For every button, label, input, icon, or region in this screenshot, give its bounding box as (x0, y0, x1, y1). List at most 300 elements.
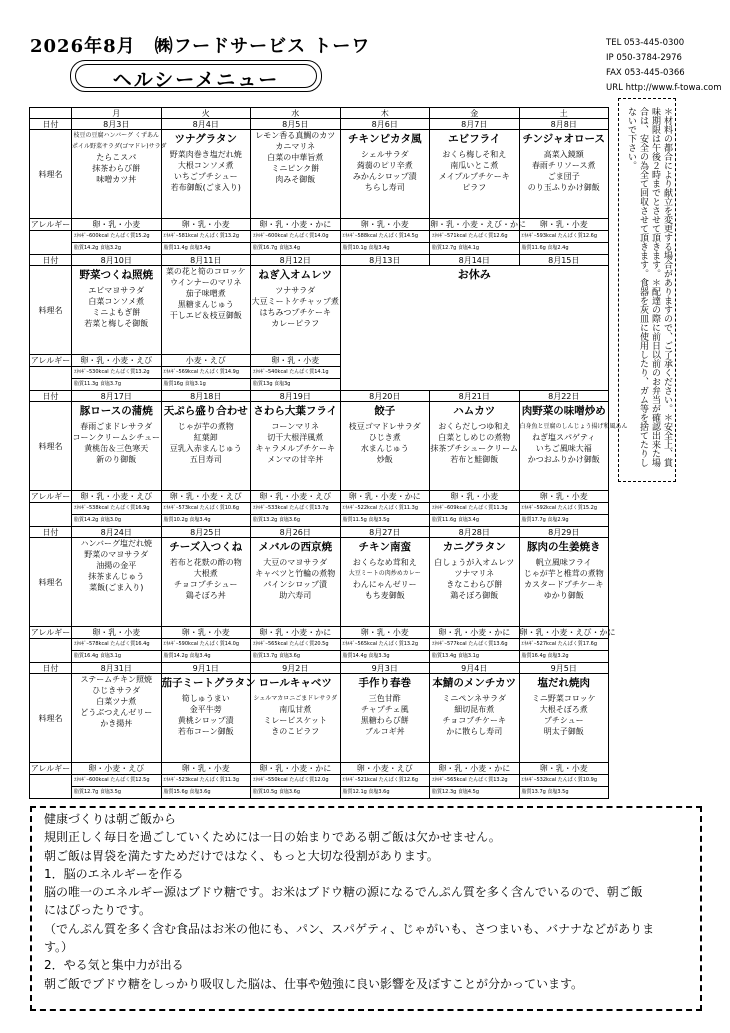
side-dish: かに散らし寿司 (446, 727, 503, 736)
dishes-label: 料理名 (30, 538, 72, 627)
allergy-cell: 卵・乳・小麦 (72, 627, 162, 639)
main-dish: エビフライ (448, 133, 501, 145)
allergy-cell: 卵・乳・小麦・かに (251, 219, 341, 231)
weekday-header: 水 (251, 108, 341, 119)
side-dish: キャベツと竹輪の煮物 (255, 569, 336, 578)
dishes-cell (430, 538, 520, 627)
dishes-cell (72, 674, 162, 763)
nutrition-cell (72, 503, 162, 527)
side-dish: 明太子御飯 (543, 727, 584, 736)
main-dish: チキンピカタ風 (348, 133, 422, 145)
side-dish: 五目寿司 (189, 455, 222, 464)
side-dish: 帆立風味フライ (535, 558, 592, 567)
side-dish: カスタードプチケーキ (524, 580, 604, 589)
side-dish: ミニよもぎ餅 (92, 308, 141, 317)
allergy-cell: 卵・乳・小麦・えび (251, 491, 341, 503)
side-dish: のり玉ふりかけ御飯 (527, 183, 600, 192)
date-cell: 8月12日 (251, 255, 341, 266)
nutrition-energy: ｴﾈﾙｷﾞｰ609kcal たんぱく質11.3g (430, 503, 519, 515)
nutrition-energy: ｴﾈﾙｷﾞｰ527kcal たんぱく質17.6g (520, 639, 609, 651)
nutrition-fat-salt: 脂質10.1g 食塩3.4g (342, 245, 390, 251)
main-dish: 野菜つくね照焼 (79, 269, 153, 281)
nutrition-cell (430, 503, 520, 527)
side-dish: 鶏そぼろ御飯 (450, 591, 499, 600)
side-dish: みかんシロップ漬 (352, 172, 417, 181)
side-dish: ピラフ (462, 183, 487, 192)
side-dish: 菜飯(ごま入り) (89, 583, 144, 592)
nutrition-cell (340, 503, 430, 527)
nutrition-fat-salt: 脂質10.5g 食塩3.6g (253, 789, 301, 795)
date-cell: 8月5日 (251, 119, 341, 130)
side-dish: シェルマカロニごまドレサラダ (253, 695, 338, 702)
allergy-cell: 卵・乳・小麦・かに (251, 627, 341, 639)
dishes-cell (519, 402, 628, 491)
side-dish: じゃが芋の煮物 (177, 422, 234, 431)
date-cell: 8月17日 (72, 391, 162, 402)
nutrition-fat-salt: 脂質11.4g 食塩3.4g (163, 245, 211, 251)
allergy-cell: 卵・乳・小麦 (72, 219, 162, 231)
nutrition-energy: ｴﾈﾙｷﾞｰ530kcal たんぱく質13.2g (72, 367, 161, 379)
nutrition-cell (519, 775, 609, 799)
dishes-cell (251, 674, 341, 763)
dishes-cell (72, 130, 167, 219)
weekday-header: 金 (430, 108, 520, 119)
date-label: 日付 (30, 527, 72, 538)
allergy-cell: 卵・乳・小麦・えび・かに (430, 219, 526, 229)
dishes-cell (519, 130, 609, 219)
article-line: 規則正しく毎日を過ごしていくためには一日の始まりである朝ご飯は欠かせません。 (44, 830, 501, 845)
main-dish: ツナグラタン (174, 133, 237, 145)
nutrition-energy: ｴﾈﾙｷﾞｰ532kcal たんぱく質10.9g (520, 775, 609, 787)
side-dish: 白菜コンソメ煮 (88, 297, 145, 306)
dishes-cell (430, 674, 520, 763)
dishes-cell (340, 402, 430, 491)
allergy-cell: 卵・乳・小麦 (430, 491, 520, 503)
side-dish: ブルコギ丼 (364, 727, 405, 736)
nutrition-energy: ｴﾈﾙｷﾞｰ600kcal たんぱく質12.5g (72, 775, 161, 787)
allergy-cell: 卵・乳・小麦 (340, 627, 430, 639)
date-cell: 8月29日 (519, 527, 609, 538)
side-dish: 筍しゅうまい (181, 694, 230, 703)
nutrition-energy: ｴﾈﾙｷﾞｰ565kcal たんぱく質13.2g (341, 639, 430, 651)
dishes-label: 料理名 (30, 402, 72, 491)
side-dish: カニマリネ (275, 142, 316, 151)
nutrition-energy: ｴﾈﾙｷﾞｰ533kcal たんぱく質13.7g (251, 503, 340, 515)
nutrition-fat-salt: 脂質14.2g 食塩3.2g (74, 245, 122, 251)
nutrition-cell (519, 503, 609, 527)
article-text (44, 810, 694, 993)
dishes-cell (340, 674, 430, 763)
side-dish: 水まんじゅう (360, 444, 409, 453)
nutrition-label (30, 231, 72, 255)
side-dish: 大根そぼろ煮 (539, 705, 588, 714)
nutrition-fat-salt: 脂質13g 食塩3g (253, 381, 291, 387)
main-dish: チーズ入つくね (169, 541, 243, 553)
dishes-cell (161, 130, 251, 219)
side-dish: 黒糖まんじゅう (177, 300, 234, 309)
dishes-cell (519, 674, 609, 763)
date-cell: 8月28日 (430, 527, 520, 538)
date-cell: 8月3日 (72, 119, 162, 130)
date-cell: 8月7日 (430, 119, 520, 130)
date-cell: 9月3日 (340, 663, 430, 674)
side-dish: ミニピンク餅 (271, 164, 320, 173)
side-dish: どうぶつえんゼリー (80, 708, 153, 717)
dishes-row (30, 402, 609, 491)
nutrition-cell (430, 231, 520, 255)
allergy-row (30, 491, 609, 503)
nutrition-cell (161, 775, 251, 799)
dishes-cell (72, 538, 162, 627)
dishes-label: 料理名 (30, 130, 72, 219)
side-dish: 若布と花麩の酢の物 (169, 558, 242, 567)
nutrition-row (30, 639, 609, 663)
main-dish: 天ぷら盛り合わせ (163, 405, 248, 417)
article-line: 2．やる気と集中力が出る (44, 958, 184, 973)
allergy-cell: 卵・乳・小麦 (519, 491, 609, 503)
side-dish: 鶏そぼろ丼 (185, 591, 226, 600)
nutrition-cell (161, 503, 251, 527)
nutrition-fat-salt: 脂質13.4g 食塩3.1g (432, 653, 480, 659)
allergy-label: アレルギー (30, 763, 71, 773)
allergy-row (30, 627, 609, 639)
side-dish: かつおふりかけ御飯 (527, 455, 600, 464)
side-dish: きなこわらび餅 (446, 580, 503, 589)
side-dish: 野菜のマヨサラダ (84, 550, 149, 559)
dishes-row (30, 266, 609, 355)
side-dish: 細切昆布煮 (454, 705, 495, 714)
nutrition-energy: ｴﾈﾙｷﾞｰ588kcal たんぱく質14.5g (341, 231, 430, 243)
side-dish: 菜の花と筍のコロッケ (165, 267, 246, 276)
dishes-cell (251, 538, 341, 627)
weekday-row (30, 108, 609, 119)
side-dish: ツナサラダ (275, 286, 316, 295)
nutrition-cell (251, 639, 341, 663)
weekday-header: 土 (519, 108, 609, 119)
side-dish: チャプチェ風 (360, 705, 409, 714)
date-row (30, 527, 609, 538)
nutrition-fat-salt: 脂質16g 食塩3.1g (163, 381, 206, 387)
allergy-row (30, 219, 609, 231)
allergy-cell: 卵・乳・小麦・えび (72, 355, 162, 367)
date-cell: 8月10日 (72, 255, 162, 266)
main-dish: 肉野菜の味噌炒め (521, 405, 606, 417)
main-dish: メバルの西京焼 (258, 541, 332, 553)
side-dish: 干しエビ＆枝豆御飯 (169, 311, 242, 320)
dishes-cell (161, 538, 251, 627)
nutrition-cell (340, 775, 430, 799)
article-line: 健康づくりは朝ご飯から (44, 812, 177, 826)
date-cell: 9月4日 (430, 663, 520, 674)
side-dish: 油揚の金平 (96, 561, 137, 570)
nutrition-cell (519, 231, 609, 255)
nutrition-fat-salt: 脂質13.2g 食塩3.6g (253, 517, 301, 523)
date-label: 日付 (30, 119, 72, 130)
allergy-cell: 小麦・えび (161, 355, 251, 367)
nutrition-fat-salt: 脂質12.7g 食塩4.1g (432, 245, 480, 251)
side-dish: かき揚丼 (100, 719, 133, 728)
side-dish: エビマヨサラダ (88, 286, 145, 295)
nutrition-cell (72, 367, 162, 391)
date-cell: 8月19日 (251, 391, 341, 402)
side-dish: ハンバーグ塩だれ焼 (80, 539, 152, 548)
allergy-cell: 卵・乳・小麦・かに (251, 763, 341, 775)
nutrition-energy: ｴﾈﾙｷﾞｰ538kcal たんぱく質16.9g (72, 503, 161, 515)
side-dish: ミニ野菜コロッケ (531, 694, 596, 703)
dishes-cell (72, 402, 162, 491)
date-cell: 8月15日 (519, 255, 609, 266)
side-dish: コーンマリネ (271, 422, 320, 431)
allergy-row (30, 763, 609, 775)
side-dish: 高菜入鏡額 (543, 150, 584, 159)
side-dish: 白菜としめじの煮物 (438, 433, 511, 442)
nutrition-label (30, 367, 72, 391)
side-dish: ステームチキン照焼 (80, 675, 153, 684)
date-cell: 8月25日 (161, 527, 251, 538)
side-dish: 黄桃シロップ漬 (177, 716, 234, 725)
nutrition-energy: ｴﾈﾙｷﾞｰ590kcal たんぱく質14.0g (162, 639, 251, 651)
nutrition-energy: ｴﾈﾙｷﾞｰ577kcal たんぱく質13.6g (430, 639, 519, 651)
allergy-cell: 卵・乳・小麦・えび (72, 491, 162, 503)
nutrition-fat-salt: 脂質11.3g 食塩3.7g (74, 381, 122, 387)
notice-text: ＊材料の都合により献立を変更する場合がありますので、ご了承ください。＊安全上、賞味期限は午後２時までとさせて頂きます。＊配達の際に前日以前のお弁当が確認出来た場合は、安全の為全て回収させて頂きます。食器を灰皿に使用したり、ガム等を捨てたりしないで下さい。 (626, 107, 672, 467)
nutrition-label (30, 775, 72, 799)
date-cell: 8月26日 (251, 527, 341, 538)
nutrition-energy: ｴﾈﾙｷﾞｰ540kcal たんぱく質14.1g (251, 367, 340, 379)
allergy-cell: 卵・乳・小麦 (161, 763, 251, 775)
side-dish: 味噌カツ丼 (96, 175, 137, 184)
side-dish: レモン香る真鯛のカツ (255, 131, 336, 140)
contact-ip: IP 050-3784-2976 (606, 53, 682, 63)
side-dish: 黒糖わらび餅 (360, 716, 409, 725)
allergy-label: アレルギー (30, 491, 71, 501)
side-dish: 白菜の中華旨煮 (267, 153, 324, 162)
main-dish: 塩だれ焼肉 (537, 677, 590, 689)
side-dish: ミニペンネサラダ (442, 694, 507, 703)
side-dish: 若布コーン御飯 (177, 727, 234, 736)
article-line: す。） (44, 940, 74, 955)
side-dish: シェルサラダ (360, 150, 409, 159)
nutrition-energy: ｴﾈﾙｷﾞｰ593kcal たんぱく質12.6g (520, 231, 609, 243)
side-dish: 蒟蒻のピリ辛煮 (356, 161, 413, 170)
side-dish: はちみつプチケーキ (259, 308, 332, 317)
nutrition-fat-salt: 脂質11.6g 食塩2.4g (521, 245, 569, 251)
side-dish: コーンクリームシチュー (72, 433, 160, 442)
side-dish: キャラメルプチケーキ (255, 444, 335, 453)
article-line: （でんぷん質を多く含む食品はお米の他にも、パン、スパゲティ、じゃがいも、さつまいも、バナナなどがありま (44, 921, 655, 936)
side-dish: 黄桃缶＆三色寒天 (84, 444, 149, 453)
nutrition-fat-salt: 脂質12.3g 食塩4.5g (432, 789, 480, 795)
dishes-cell (161, 402, 251, 491)
allergy-label: アレルギー (30, 355, 71, 365)
side-dish: いちごプチシュー (173, 172, 238, 181)
nutrition-cell (340, 639, 430, 663)
date-row (30, 255, 609, 266)
nutrition-fat-salt: 脂質16.7g 食塩3.4g (253, 245, 301, 251)
allergy-cell: 卵・小麦・えび (72, 763, 162, 775)
date-label: 日付 (30, 391, 72, 402)
nutrition-energy: ｴﾈﾙｷﾞｰ523kcal たんぱく質11.3g (162, 775, 251, 787)
side-dish: 春雨ごまドレサラダ (80, 422, 153, 431)
nutrition-energy: ｴﾈﾙｷﾞｰ521kcal たんぱく質12.6g (341, 775, 430, 787)
date-cell: 8月22日 (519, 391, 609, 402)
dishes-cell (72, 266, 162, 355)
side-dish: プチシュー (543, 716, 584, 725)
weekday-header: 木 (340, 108, 430, 119)
date-cell: 8月27日 (340, 527, 430, 538)
nutrition-energy: ｴﾈﾙｷﾞｰ569kcal たんぱく質14.9g (162, 367, 251, 379)
nutrition-fat-salt: 脂質13.7g 食塩3.5g (521, 789, 569, 795)
nutrition-fat-salt: 脂質15.6g 食塩3.6g (163, 789, 211, 795)
nutrition-cell (72, 775, 162, 799)
side-dish: 白菜ツナ煮 (96, 697, 137, 706)
main-dish: 餃子 (374, 405, 396, 417)
article-line: にはぴったりです。 (44, 903, 152, 918)
nutrition-energy: ｴﾈﾙｷﾞｰ578kcal たんぱく質16.4g (72, 639, 161, 651)
nutrition-energy: ｴﾈﾙｷﾞｰ592kcal たんぱく質15.2g (520, 503, 609, 515)
dishes-cell (519, 538, 609, 627)
allergy-cell: 卵・乳・小麦・えび・かに (519, 627, 616, 637)
side-dish: 枝豆の豆腐ハンバーグ くずあん (73, 132, 159, 139)
nutrition-cell (519, 639, 609, 663)
main-dish: チンジャオロース (522, 133, 605, 145)
nutrition-fat-salt: 脂質12.7g 食塩3.5g (74, 789, 122, 795)
date-cell: 8月31日 (72, 663, 162, 674)
nutrition-cell (251, 231, 341, 255)
main-dish: さわら大葉フライ (253, 405, 338, 417)
nutrition-energy: ｴﾈﾙｷﾞｰ565kcal たんぱく質20.5g (251, 639, 340, 651)
side-dish: おくらだしつゆ和え (438, 422, 511, 431)
dishes-cell (430, 402, 520, 491)
side-dish: 新のり御飯 (96, 455, 137, 464)
nutrition-fat-salt: 脂質16.4g 食塩3.2g (521, 653, 569, 659)
corner-cell (30, 108, 72, 119)
side-dish: 大豆ミートの肉炒めカレー (348, 570, 421, 577)
dishes-cell (161, 674, 256, 763)
nutrition-energy: ｴﾈﾙｷﾞｰ550kcal たんぱく質12.0g (251, 775, 340, 787)
dishes-cell (161, 266, 251, 355)
nutrition-cell (430, 639, 520, 663)
banner-title: ヘルシーメニュー (112, 69, 280, 91)
main-dish: チキン南蛮 (358, 541, 411, 553)
side-dish: たらこスパ (96, 153, 137, 162)
side-dish: 白身魚と豆腐のしんじょう揚げ和風あん (519, 423, 628, 430)
health-article (30, 806, 702, 1011)
side-dish: チョコプチシュー (174, 580, 238, 589)
main-dish: ねぎ入オムレツ (258, 269, 332, 281)
dishes-cell (251, 402, 341, 491)
dishes-cell (251, 266, 341, 355)
side-dish: 若布御飯(ごま入り) (170, 183, 241, 192)
side-dish: 三色甘酢 (368, 694, 401, 703)
dishes-cell (340, 130, 430, 219)
allergy-cell: 卵・乳・小麦 (161, 627, 251, 639)
side-dish: メイプルプチケーキ (438, 172, 510, 181)
nutrition-fat-salt: 脂質11.5g 食塩3.5g (342, 517, 390, 523)
nutrition-fat-salt: 脂質10.2g 食塩3.4g (163, 517, 211, 523)
main-dish: 豚ロースの蒲焼 (79, 405, 153, 417)
dishes-row (30, 674, 609, 763)
side-dish: ツナマリネ (454, 569, 495, 578)
date-cell: 8月18日 (161, 391, 251, 402)
main-dish: ロールキャベツ (258, 677, 332, 689)
nutrition-cell (161, 367, 251, 391)
side-dish: わんにゃんゼリー (352, 580, 417, 589)
side-dish: 枝豆ゴマドレサラダ (348, 422, 421, 431)
nutrition-row (30, 775, 609, 799)
date-cell: 8月14日 (430, 255, 520, 266)
allergy-cell: 卵・小麦・えび (340, 763, 430, 775)
article-line: 脳の唯一のエネルギー源はブドウ糖です。お米はブドウ糖の源になるでんぷん質を多く含んでいるので、朝ご飯 (44, 885, 643, 900)
date-cell: 9月2日 (251, 663, 341, 674)
weekday-header: 月 (72, 108, 162, 119)
side-dish: チョコプチケーキ (442, 716, 506, 725)
side-dish: メンマの甘辛丼 (267, 455, 324, 464)
date-label: 日付 (30, 663, 72, 674)
allergy-cell: 卵・乳・小麦 (161, 219, 251, 231)
nutrition-fat-salt: 脂質14.2g 食塩3.4g (163, 653, 211, 659)
allergy-cell: 卵・乳・小麦・かに (430, 627, 520, 639)
allergy-cell: 卵・乳・小麦・かに (340, 491, 430, 503)
side-dish: 春雨チリソース煮 (531, 161, 596, 170)
nutrition-label (30, 503, 72, 527)
main-dish: 本鯖のメンチカツ (432, 677, 517, 689)
main-dish: ハムカツ (453, 405, 496, 417)
side-dish: 野菜肉巻き塩だれ焼 (169, 150, 242, 159)
contact-tel: TEL 053-445-0300 (606, 38, 685, 48)
side-dish: ちらし寿司 (364, 183, 405, 192)
date-cell: 9月1日 (161, 663, 251, 674)
weekday-header: 火 (161, 108, 251, 119)
side-dish: ねぎ塩スパゲティ (532, 433, 596, 442)
nutrition-row (30, 231, 609, 255)
nutrition-cell (251, 367, 341, 391)
date-label: 日付 (30, 255, 72, 266)
date-cell: 9月5日 (519, 663, 609, 674)
allergy-cell: 卵・乳・小麦・かに (430, 763, 520, 775)
date-cell: 8月24日 (72, 527, 162, 538)
date-cell: 8月6日 (340, 119, 430, 130)
menu-table (29, 107, 628, 799)
side-dish: ポイル野菜サラダ(ゴマドレ)サラダ (72, 143, 167, 150)
side-dish: 大根煮 (193, 569, 218, 578)
dishes-label: 料理名 (30, 674, 72, 763)
allergy-cell: 卵・乳・小麦 (519, 219, 609, 231)
nutrition-cell (161, 639, 251, 663)
nutrition-fat-salt: 脂質13.7g 食塩3.6g (253, 653, 301, 659)
side-dish: ひじきサラダ (92, 686, 141, 695)
allergy-cell: 卵・乳・小麦 (519, 763, 609, 775)
nutrition-label (30, 639, 72, 663)
main-dish: カニグラタン (442, 541, 506, 553)
side-dish: じゃが芋と椎茸の煮物 (523, 569, 604, 578)
nutrition-energy: ｴﾈﾙｷﾞｰ573kcal たんぱく質10.6g (162, 503, 251, 515)
side-dish: カレーピラフ (271, 319, 320, 328)
nutrition-cell (251, 775, 341, 799)
side-dish: 白しょうが入オムレツ (434, 558, 515, 567)
dishes-cell (430, 130, 520, 219)
side-dish: 大豆ミートケチャップ煮 (251, 297, 339, 306)
allergy-label: アレルギー (30, 219, 71, 229)
side-dish: おくら梅しそ和え (442, 150, 507, 159)
side-dish: ひじき煮 (368, 433, 401, 442)
side-dish: きのこピラフ (271, 727, 320, 736)
contact-info (606, 36, 722, 96)
side-dish: 抹茶わらび餅 (92, 164, 141, 173)
nutrition-energy: ｴﾈﾙｷﾞｰ571kcal たんぱく質12.6g (430, 231, 519, 243)
holiday-cell: お休み (340, 266, 609, 391)
side-dish: いちご風味大福 (535, 444, 592, 453)
